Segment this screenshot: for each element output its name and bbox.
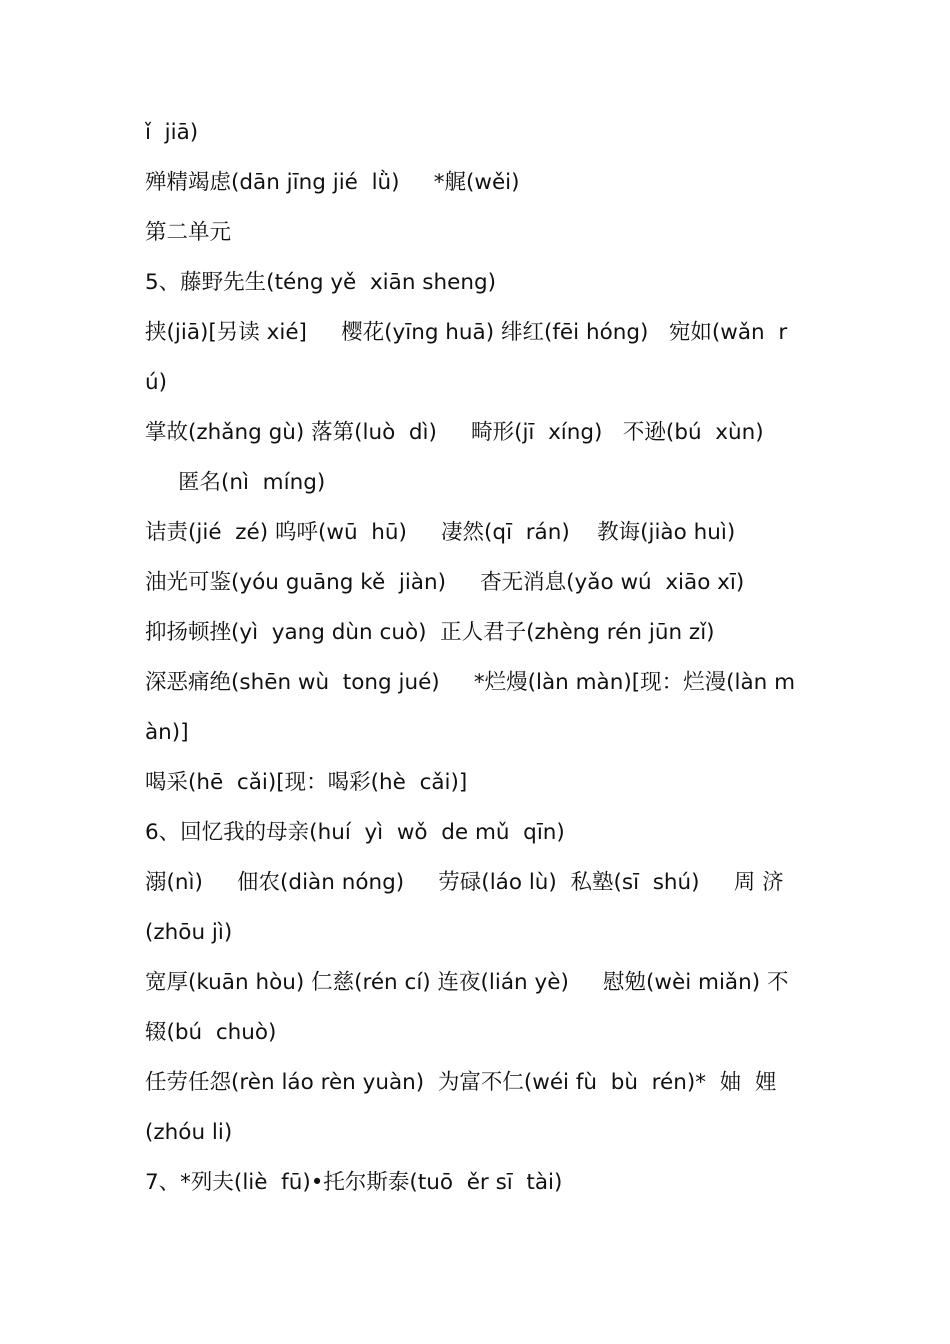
text-line-20: 任劳任怨(rèn láo rèn yuàn) 为富不仁(wéi fù bù rén)* 妯 娌 (145, 1070, 777, 1095)
text-line-2: 殚精竭虑(dān jīng jié lǜ) *艉(wěi) (145, 170, 520, 195)
text-line-11: 抑扬顿挫(yì yang dùn cuò) 正人君子(zhèng rén jūn zǐ) (145, 620, 715, 645)
lesson-title-7: 7、*列夫(liè fū)•托尔斯泰(tuō ěr sī tài) (145, 1170, 563, 1195)
text-line-10: 油光可鉴(yóu guāng kě jiàn) 杳无消息(yǎo wú xiāo xī) (145, 570, 745, 595)
text-line-12: 深恶痛绝(shēn wù tong jué) *烂熳(làn màn)[现：烂漫(làn m (145, 670, 796, 695)
text-line-9: 诘责(jié zé) 呜呼(wū hū) 凄然(qī rán) 教诲(jiào huì) (145, 520, 736, 545)
text-line-16: 溺(nì) 佃农(diàn nóng) 劳碌(láo lù) 私塾(sī shú) 周 济 (145, 870, 784, 895)
text-line-14: 喝采(hē cǎi)[现：喝彩(hè cǎi)] (145, 770, 468, 795)
text-line-5: 挟(jiā)[另读 xié] 樱花(yīng huā) 绯红(fēi hóng) 宛如(wǎn r (145, 320, 788, 345)
text-line-13: àn)] (145, 720, 189, 745)
lesson-title-6: 6、回忆我的母亲(huí yì wǒ de mǔ qīn) (145, 820, 565, 845)
text-line-21: (zhóu li) (145, 1120, 233, 1145)
text-line-7: 掌故(zhǎng gù) 落第(luò dì) 畸形(jī xíng) 不逊(bú xùn) (145, 420, 764, 445)
text-line-8: 匿名(nì míng) (178, 470, 326, 495)
text-line-17: (zhōu jì) (145, 920, 233, 945)
text-line-19: 辍(bú chuò) (145, 1020, 277, 1045)
lesson-title-5: 5、藤野先生(téng yě xiān sheng) (145, 270, 497, 295)
text-line-1: ǐ jiā) (145, 120, 199, 145)
section-heading: 第二单元 (145, 220, 232, 245)
text-line-6: ú) (145, 370, 168, 395)
text-line-18: 宽厚(kuān hòu) 仁慈(rén cí) 连夜(lián yè) 慰勉(wèi miǎn) 不 (145, 970, 789, 995)
